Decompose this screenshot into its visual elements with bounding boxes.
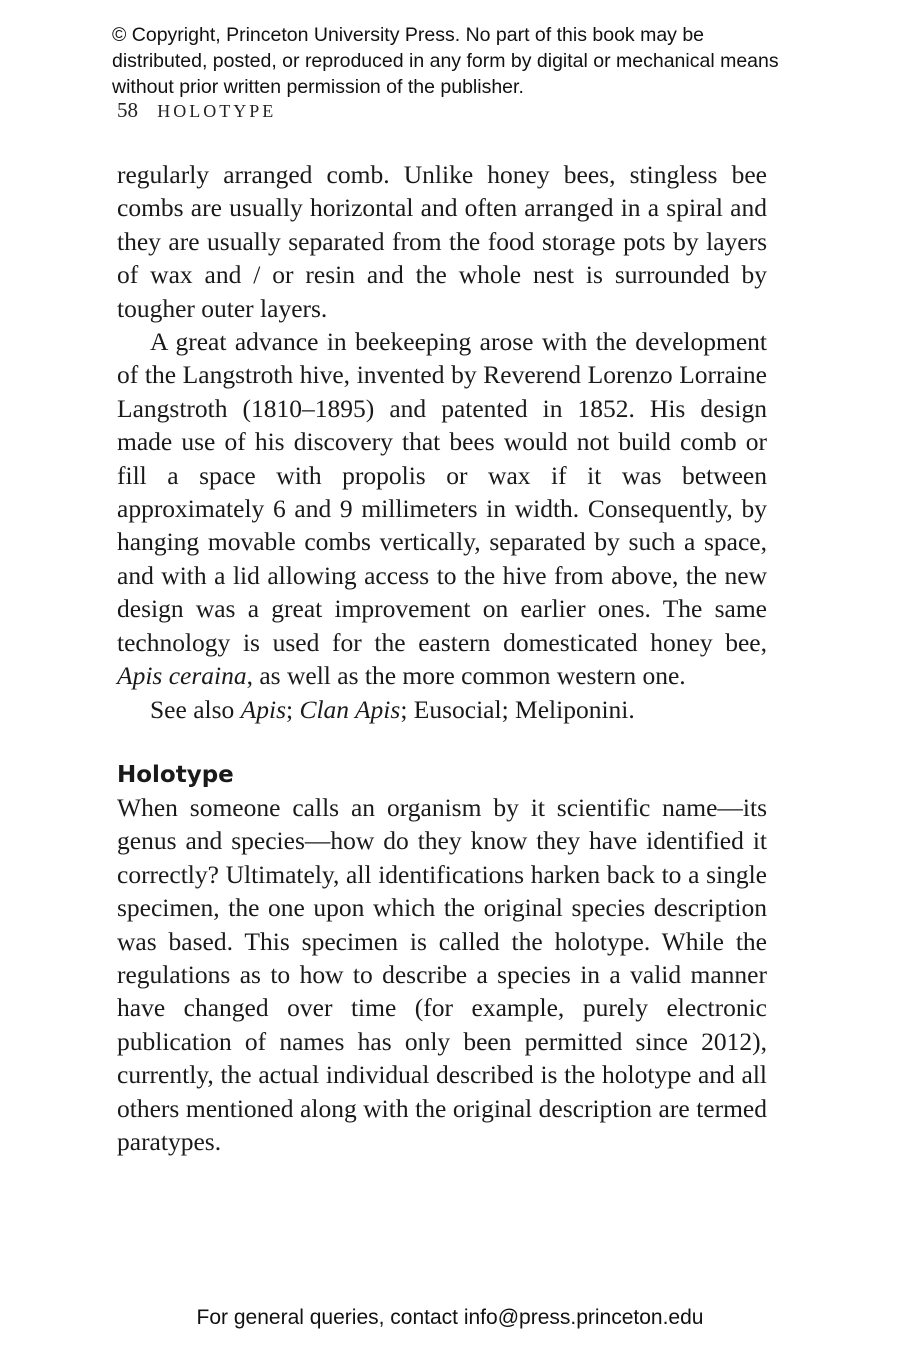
species-apis-cerana: Apis ceraina [117, 661, 247, 691]
running-head-title: HOLOTYPE [157, 101, 277, 121]
langstroth-tail: , as well as the more common western one. [246, 661, 686, 691]
entry-heading: Holotype [117, 761, 234, 788]
paragraph-holotype: When someone calls an organism by it scientific name—its genus and species—how do they know they have identified it correctly? Ultimately, all identifications harken back to a single specimen, the one upon which the original species description was based. This specimen is called the holotype. While the regulations as to how to describe a species in a valid manner have changed over time (for example, purely electronic publication of names has only been permitted since 2012), currently, the actual individual described is the holotype and all others mentioned along with the original description are termed paratypes. [117, 792, 767, 1156]
see-also-prefix: See also [150, 694, 241, 724]
see-also [117, 693, 767, 726]
see-also-separator: ; [286, 694, 300, 724]
main-text [117, 158, 767, 1158]
see-also-link-clan-apis[interactable]: Clan Apis [299, 694, 401, 724]
see-also-rest: ; Eusocial; Meliponini. [400, 694, 635, 724]
page-number: 58 [117, 98, 138, 122]
paragraph-langstroth [117, 325, 767, 692]
see-also-link-apis[interactable]: Apis [240, 694, 286, 724]
paragraph-comb: regularly arranged comb. Unlike honey bees, stingless bee combs are usually horizontal and often arranged in a spiral and they are usually separated from the food storage pots by layers of wax and / or resin and the whole nest is surrounded by tougher outer layers. [117, 160, 767, 323]
copyright-notice: © Copyright, Princeton University Press. No part of this book may be distributed, posted, or reproduced in any form by digital or mechanical means without prior written permission of the publisher. [112, 24, 779, 98]
footer-contact: For general queries, contact info@press.princeton.edu [196, 1306, 704, 1329]
running-head [117, 96, 276, 125]
langstroth-text: A great advance in beekeeping arose with the development of the Langstroth hive, invented by Reverend Lorenzo Lorraine Langstroth (1810–1895) and patented in 1852. His design made use of his discovery that bees would not build comb or fill a space with propolis or wax if it was between approximately 6 and 9 millimeters in width. Consequently, by hanging movable combs vertically, separated by such a space, and with a lid allowing access to the hive from above, the new design was a great improvement on earlier ones. The same technology is used for the eastern domesticated honey bee, [117, 327, 767, 657]
